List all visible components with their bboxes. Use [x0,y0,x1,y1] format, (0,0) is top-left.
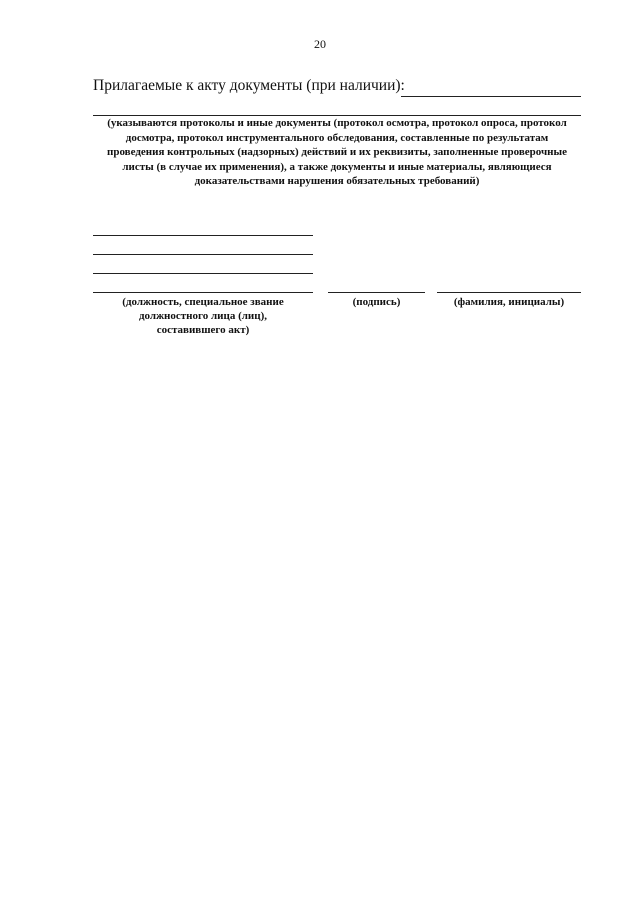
hint-line: листы (в случае их применения), а также документы и иные материалы, являющиеся [122,160,552,173]
hint-line: доказательствами нарушения обязательных требований) [194,175,480,187]
position-caption-line: составившего акт) [156,324,250,336]
attachments-hint [93,116,581,189]
position-caption [93,295,313,337]
page-number: 20 [314,37,326,51]
hint-line: (указываются протоколы и иные документы (протокол осмотра, протокол опроса, протокол [107,117,567,129]
attachments-heading: Прилагаемые к акту документы (при наличии): [93,77,405,94]
signature-line [328,292,425,293]
position-caption-line: должностного лица (лиц), [138,310,268,322]
name-caption: (фамилия, инициалы) [453,296,565,308]
name-line [437,292,581,293]
position-line-2 [93,254,313,255]
hint-line: досмотра, протокол инструментального обследования, составленные по результатам [125,131,549,144]
hint-line: проведения контрольных (надзорных) действий и их реквизиты, заполненные проверочные [107,146,567,158]
position-line-1 [93,235,313,236]
position-line-3 [93,273,313,274]
attachments-blank-line [401,96,581,97]
position-line-4 [93,292,313,293]
signature-caption: (подпись) [352,296,401,308]
position-caption-line: (должность, специальное звание [122,296,284,308]
